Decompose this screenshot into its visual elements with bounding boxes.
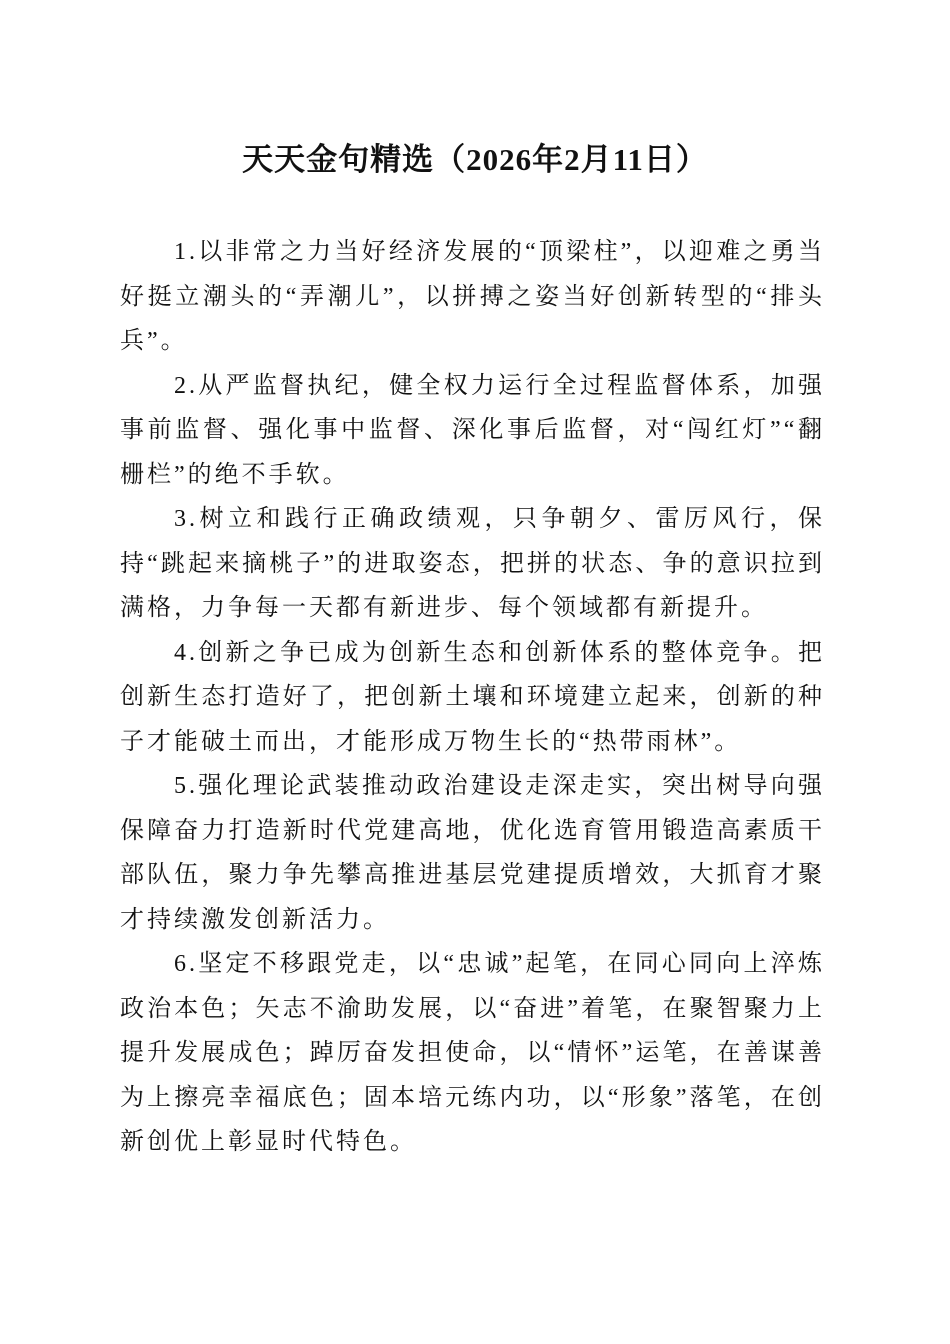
quote-paragraph-1: 1.以非常之力当好经济发展的“顶梁柱”，以迎难之勇当好挺立潮头的“弄潮儿”，以拼搏之姿当好创新转型的“排头兵”。 <box>120 239 825 354</box>
quote-paragraph-6: 6.坚定不移跟党走，以“忠诚”起笔，在同心同向上淬炼政治本色；矢志不渝助发展，以“奋进”着笔，在聚智聚力上提升发展成色；踔厉奋发担使命，以“情怀”运笔，在善谋善为上擦亮幸福底色；固本培元练内功，以“形象”落笔，在创新创优上彰显时代特色。 <box>120 951 825 1155</box>
document-title: 天天金句精选（2026年2月11日） <box>242 142 708 177</box>
quote-paragraph-4: 4.创新之争已成为创新生态和创新体系的整体竞争。把创新生态打造好了，把创新土壤和环境建立起来，创新的种子才能破土而出，才能形成万物生长的“热带雨林”。 <box>120 639 825 755</box>
quote-paragraph-5: 5.强化理论武装推动政治建设走深走实，突出树导向强保障奋力打造新时代党建高地，优化选育管用锻造高素质干部队伍，聚力争先攀高推进基层党建提质增效，大抓育才聚才持续激发创新活力。 <box>120 773 825 933</box>
quote-paragraph-2: 2.从严监督执纪，健全权力运行全过程监督体系，加强事前监督、强化事中监督、深化事后监督，对“闯红灯”“翻栅栏”的绝不手软。 <box>120 372 825 488</box>
document-body <box>120 230 825 1165</box>
quote-paragraph-3: 3.树立和践行正确政绩观，只争朝夕、雷厉风行，保持“跳起来摘桃子”的进取姿态，把拼的状态、争的意识拉到满格，力争每一天都有新进步、每个领域都有新提升。 <box>120 506 825 621</box>
